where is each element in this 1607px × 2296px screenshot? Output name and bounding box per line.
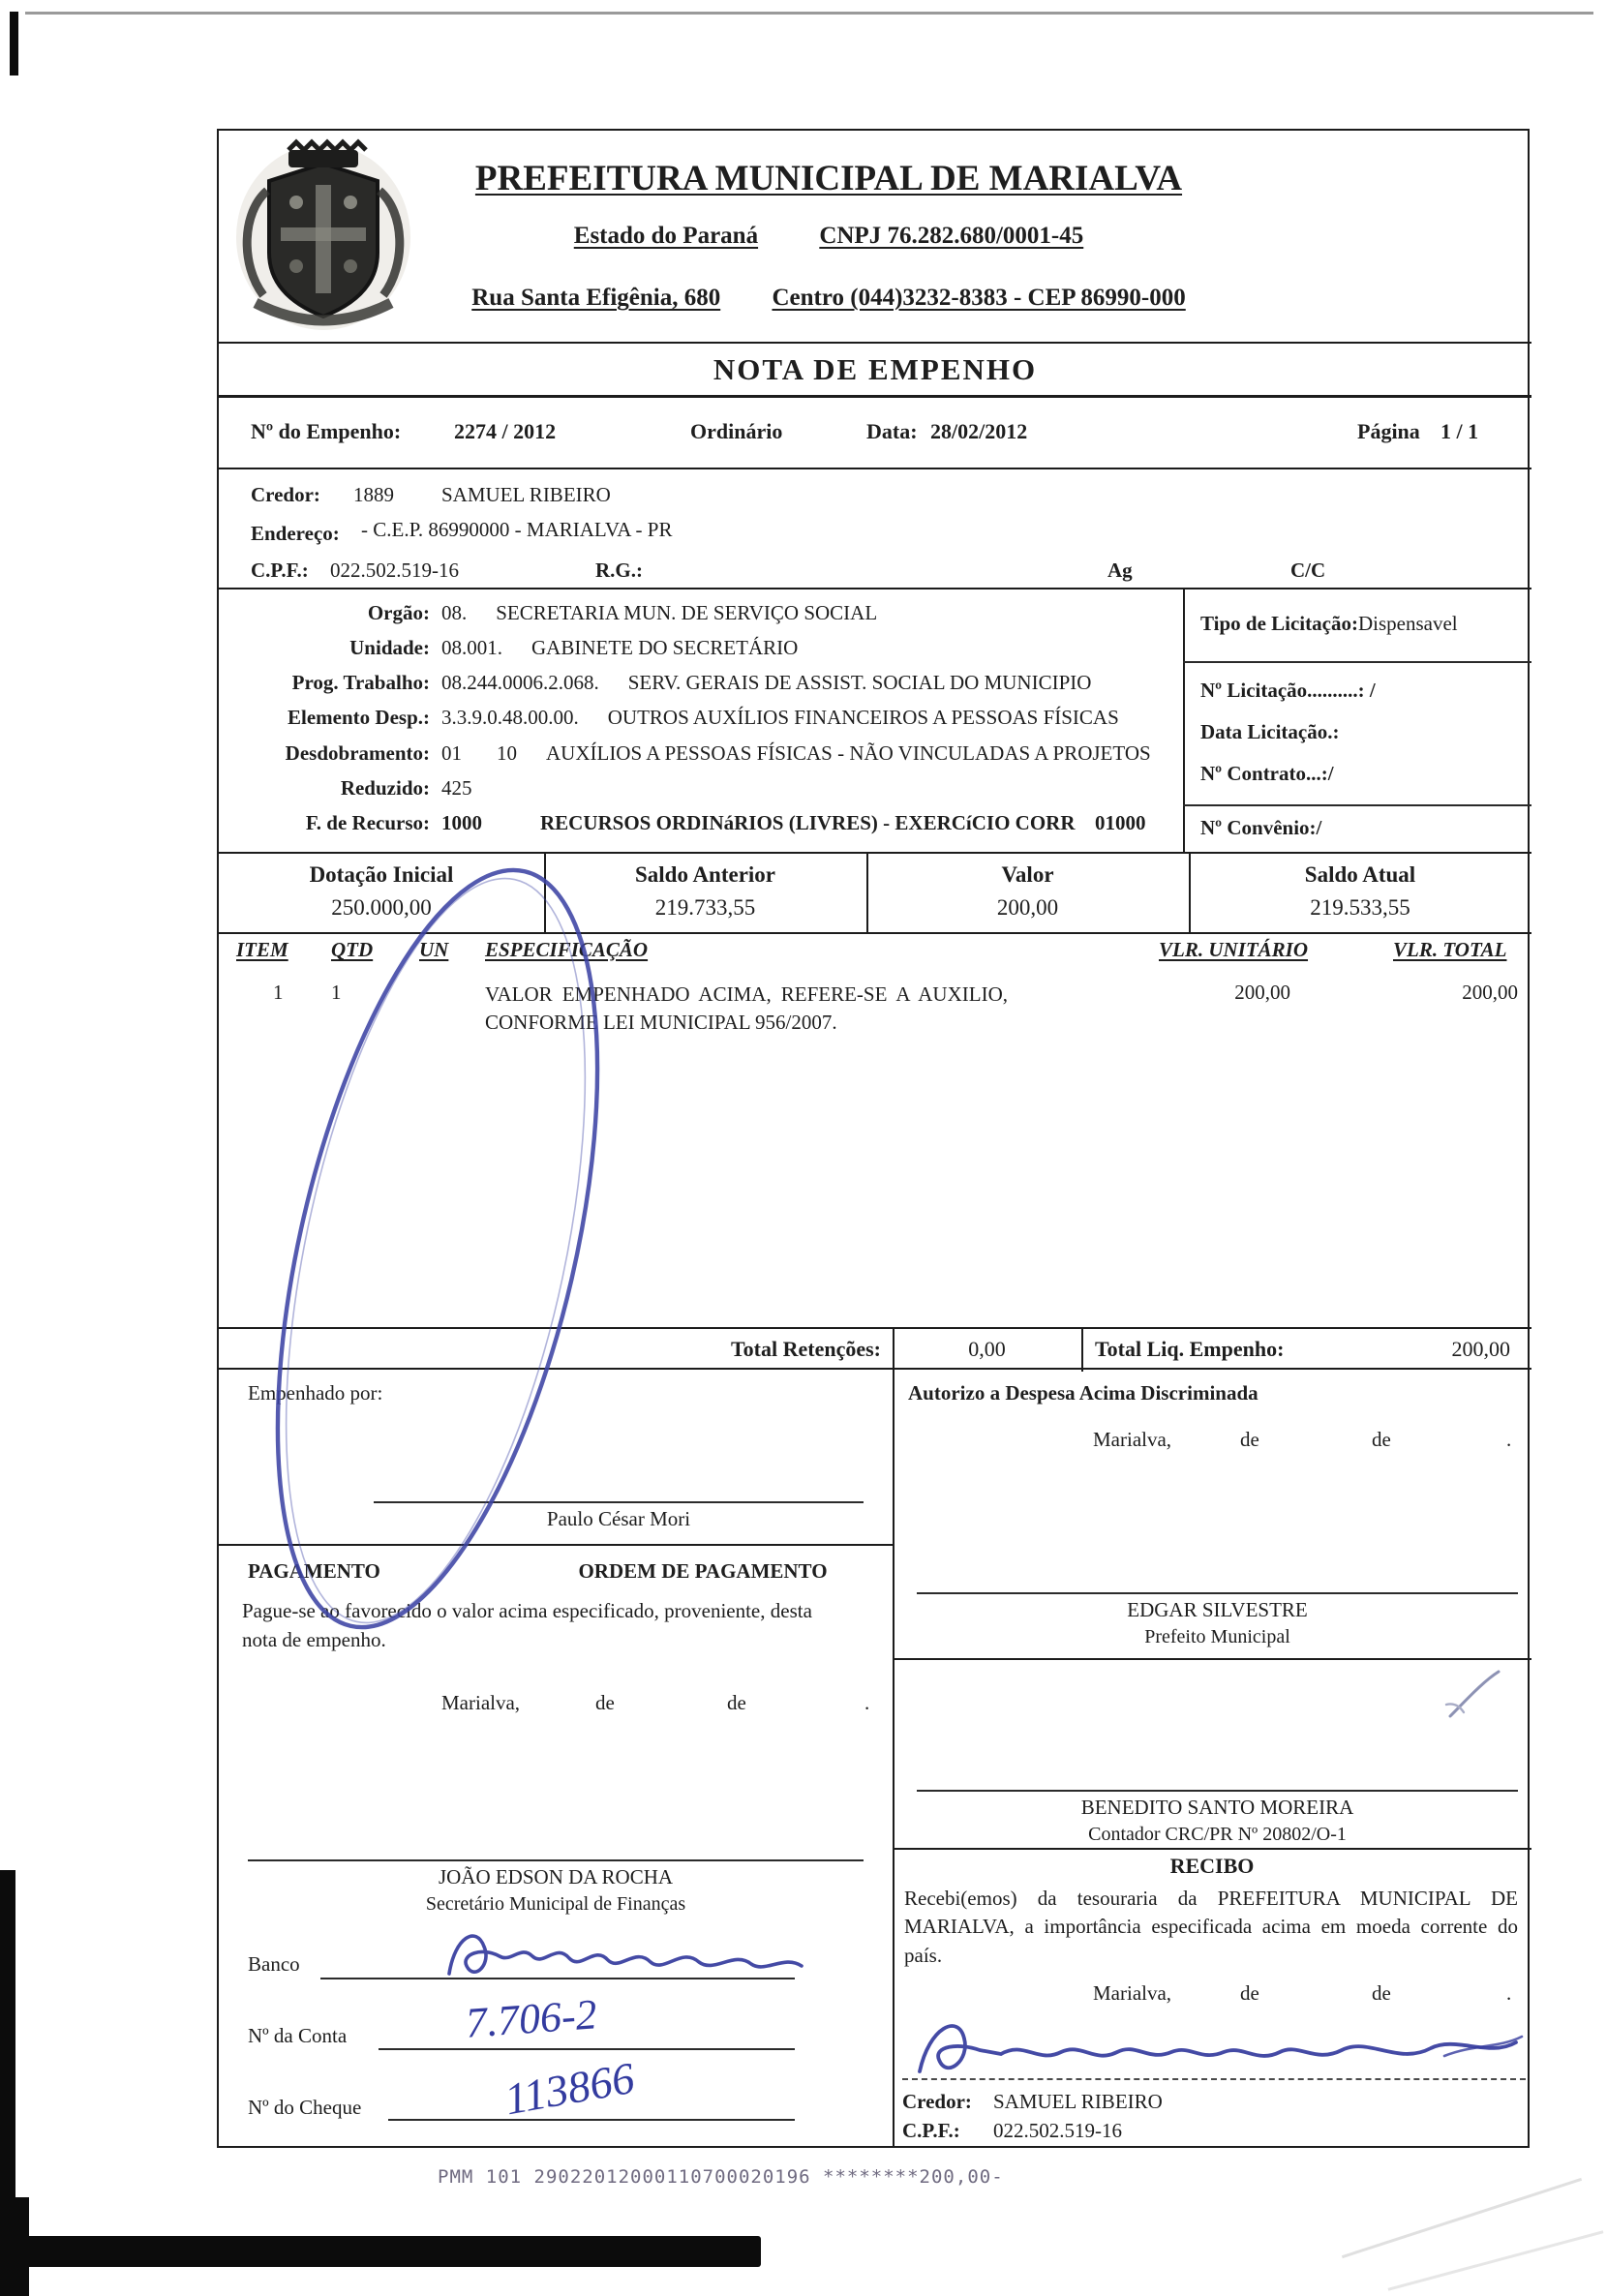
prefeito-title: Prefeito Municipal <box>1144 1626 1290 1647</box>
endereco-label: Endereço: <box>251 522 340 545</box>
recibo-cpf-value: 022.502.519-16 <box>993 2119 1122 2142</box>
budget-label: Orgão: <box>367 601 430 624</box>
doc-title: NOTA DE EMPENHO <box>713 352 1038 386</box>
budget-code: 3.3.9.0.48.00.00. <box>441 706 579 729</box>
budget-label: Reduzido: <box>340 776 430 800</box>
prefeito-signature-line <box>917 1592 1518 1594</box>
item-espec: VALOR EMPENHADO ACIMA, REFERE-SE A AUXILIO, CONFORME LEI MUNICIPAL 956/2007. <box>485 982 1008 1035</box>
autorizo-title: Autorizo a Despesa Acima Discriminada <box>908 1381 1258 1405</box>
contador-name: BENEDITO SANTO MOREIRA <box>1080 1796 1354 1819</box>
budget-right-divider <box>1183 589 1185 854</box>
item-number: 1 <box>273 981 284 1004</box>
budget-code2: 10 <box>497 741 517 765</box>
budget-code: 01 <box>441 741 462 765</box>
scan-artifact-bottom-strip <box>15 2236 761 2267</box>
num-licitacao: Nº Licitação..........: / <box>1200 679 1376 702</box>
city-date-right2-city: Marialva, <box>1093 1981 1172 2005</box>
city-date-right1-de2: de <box>1372 1428 1391 1451</box>
budget-label: Prog. Trabalho: <box>291 671 430 694</box>
items-header-qtd: QTD <box>331 938 374 961</box>
org-title-line <box>412 158 1245 200</box>
total-liq-label: Total Liq. Empenho: <box>1095 1337 1285 1361</box>
city-date-left-de1: de <box>595 1691 615 1714</box>
ag-label: Ag <box>1107 559 1133 582</box>
signatures-section <box>219 1370 1531 2148</box>
tipo-licitacao <box>1200 612 1458 636</box>
recibo-title: RECIBO <box>1169 1854 1255 1878</box>
org-address: Rua Santa Efigênia, 680 <box>471 285 721 311</box>
item-qtd: 1 <box>331 981 342 1004</box>
dot-matrix-print-line: PMM 101 29022012000110700020196 ********200,00- <box>438 2166 1004 2188</box>
contador-signature-line <box>917 1790 1518 1792</box>
budget-code: 08. <box>441 601 468 624</box>
cpf-value: 022.502.519-16 <box>330 559 459 582</box>
banco-label: Banco <box>248 1952 300 1976</box>
budget-desc: GABINETE DO SECRETÁRIO <box>531 636 799 659</box>
budget-desc: RECURSOS ORDINáRIOS (LIVRES) - EXERCíCIO CORR <box>540 811 1076 834</box>
recibo-text: Recebi(emos) da tesouraria da PREFEITURA MUNICIPAL DE MARIALVA, a importância especificada acima em moeda corrente do país. <box>904 1887 1518 1967</box>
items-body <box>219 971 1531 1327</box>
budget-code: 1000 <box>441 811 482 834</box>
empenho-row <box>219 398 1531 469</box>
budget-recurso-extra: 01000 <box>1095 811 1146 834</box>
city-date-right1-city: Marialva, <box>1093 1428 1172 1451</box>
bank-name-handwriting <box>441 1918 809 1989</box>
org-title: PREFEITURA MUNICIPAL DE MARIALVA <box>474 159 1183 198</box>
center-divider <box>893 1370 894 2148</box>
cpf-label: C.P.F.: <box>251 559 309 582</box>
finance-signature-line <box>248 1859 864 1861</box>
form-header <box>219 131 1531 342</box>
budget-row-prog-trabalho <box>219 671 1177 695</box>
budget-row-reduzido <box>219 776 1177 801</box>
scan-artifact-streak-2 <box>1388 2230 1604 2290</box>
total-retencoes-label: Total Retenções: <box>731 1337 881 1361</box>
empenho-date-label: Data: <box>866 419 918 443</box>
city-date-right2-de1: de <box>1240 1981 1259 2005</box>
org-address2: Centro (044)3232-8383 - CEP 86990-000 <box>772 285 1186 311</box>
pen-mark <box>1440 1666 1508 1728</box>
cheque-handwriting: 113866 <box>500 2052 638 2125</box>
budget-code: 425 <box>441 776 472 800</box>
amounts-row <box>219 854 1531 934</box>
doc-title-band <box>219 342 1531 398</box>
empenho-number: 2274 / 2012 <box>454 419 557 443</box>
licitacao-divider-2 <box>1183 804 1531 806</box>
tipo-licitacao-value: Dispensavel <box>1357 612 1458 635</box>
conta-handwriting: 7.706-2 <box>464 1990 599 2047</box>
coat-of-arms-logo <box>230 138 416 334</box>
saldo-anterior-value: 219.733,55 <box>654 895 756 920</box>
city-date-left-dot: . <box>864 1691 870 1714</box>
saldo-atual-value: 219.533,55 <box>1310 895 1410 920</box>
conta-label: Nº da Conta <box>248 2024 348 2047</box>
right-rule-2 <box>893 1848 1531 1850</box>
items-header-un: UN <box>419 938 449 961</box>
items-header-item: ITEM <box>236 938 288 961</box>
recibo-credor-label: Credor: <box>902 2090 972 2113</box>
items-header-espec: ESPECIFICAÇÃO <box>485 938 649 961</box>
city-date-left-de2: de <box>727 1691 746 1714</box>
city-date-right2-de2: de <box>1372 1981 1391 2005</box>
right-rule-1 <box>893 1658 1531 1660</box>
rg-label: R.G.: <box>595 559 643 582</box>
city-date-right2-dot: . <box>1506 1981 1512 2005</box>
empenho-kind: Ordinário <box>690 419 783 443</box>
cheque-line <box>388 2119 795 2121</box>
contador-title: Contador CRC/PR Nº 20802/O-1 <box>1088 1824 1347 1845</box>
budget-row-recurso <box>219 811 1177 835</box>
city-date-left-city: Marialva, <box>441 1691 521 1714</box>
items-header-unit: VLR. UNITÁRIO <box>1159 938 1309 961</box>
dotacao-inicial-value: 250.000,00 <box>331 895 432 920</box>
cc-label: C/C <box>1290 559 1326 582</box>
credor-label: Credor: <box>251 483 320 506</box>
data-licitacao: Data Licitação.: <box>1200 720 1340 743</box>
item-total-value: 200,00 <box>1462 981 1518 1004</box>
org-state: Estado do Paraná <box>573 223 759 249</box>
item-unit-value: 200,00 <box>1234 981 1290 1004</box>
dotacao-inicial-header: Dotação Inicial <box>309 862 454 887</box>
empenho-number-label: Nº do Empenho: <box>251 419 402 443</box>
budget-desc: OUTROS AUXÍLIOS FINANCEIROS A PESSOAS FÍSICAS <box>607 706 1119 729</box>
saldo-anterior-header: Saldo Anterior <box>634 862 776 887</box>
empenhado-signature-line <box>374 1501 864 1503</box>
empenho-date: 28/02/2012 <box>930 419 1028 443</box>
ordem-pagamento-title: ORDEM DE PAGAMENTO <box>578 1559 828 1583</box>
prefeito-name: EDGAR SILVESTRE <box>1127 1598 1308 1621</box>
finance-name: JOÃO EDSON DA ROCHA <box>438 1865 674 1888</box>
finance-title: Secretário Municipal de Finanças <box>425 1893 686 1915</box>
budget-label: Elemento Desp.: <box>288 706 430 729</box>
scan-artifact-top-line <box>25 12 1593 15</box>
budget-code: 08.001. <box>441 636 502 659</box>
city-date-right1-dot: . <box>1506 1428 1512 1451</box>
items-header-row <box>219 934 1531 971</box>
num-contrato: Nº Contrato...:/ <box>1200 762 1334 785</box>
budget-label: Desdobramento: <box>285 741 430 765</box>
valor-header: Valor <box>1001 862 1054 887</box>
total-liq-value: 200,00 <box>1451 1337 1510 1361</box>
total-retencoes-value: 0,00 <box>968 1337 1006 1361</box>
saldo-atual-header: Saldo Atual <box>1304 862 1416 887</box>
scan-artifact-top-left-bar <box>10 12 18 76</box>
budget-block <box>219 589 1531 854</box>
totals-divider-2 <box>1081 1329 1083 1372</box>
pagamento-title: PAGAMENTO <box>248 1559 380 1583</box>
budget-desc: SERV. GERAIS DE ASSIST. SOCIAL DO MUNICIPIO <box>627 671 1092 694</box>
recibo-credor-name: SAMUEL RIBEIRO <box>993 2090 1163 2113</box>
budget-desc: SECRETARIA MUN. DE SERVIÇO SOCIAL <box>496 601 878 624</box>
org-subtitle-line <box>412 222 1245 251</box>
num-convenio: Nº Convênio:/ <box>1200 816 1322 839</box>
credor-signature-line <box>902 2078 1526 2080</box>
budget-label: Unidade: <box>349 636 430 659</box>
empenhado-name: Paulo César Mori <box>546 1507 691 1530</box>
credor-code: 1889 <box>353 483 394 506</box>
page-number: 1 / 1 <box>1440 419 1479 443</box>
empenhado-por-label: Empenhado por: <box>248 1381 383 1405</box>
conta-line <box>379 2048 795 2050</box>
pague-se-text: Pague-se ao favorecido o valor acima especificado, proveniente, desta nota de empenho. <box>242 1599 812 1652</box>
recibo-cpf-label: C.P.F.: <box>902 2119 960 2142</box>
creditor-block <box>219 469 1531 589</box>
endereco-value: - C.E.P. 86990000 - MARIALVA - PR <box>361 518 673 541</box>
org-address-line <box>412 284 1245 313</box>
budget-row-desdobramento <box>219 741 1177 766</box>
tipo-licitacao-label: Tipo de Licitação: <box>1200 612 1358 635</box>
credor-signature-handwriting <box>906 2004 1531 2100</box>
credor-name: SAMUEL RIBEIRO <box>441 483 611 506</box>
budget-label: F. de Recurso: <box>305 811 430 834</box>
budget-row-unidade <box>219 636 1177 660</box>
page-label: Página <box>1357 419 1420 443</box>
org-cnpj: CNPJ 76.282.680/0001-45 <box>819 223 1084 249</box>
budget-desc: AUXÍLIOS A PESSOAS FÍSICAS - NÃO VINCULADAS A PROJETOS <box>546 741 1151 765</box>
valor-value: 200,00 <box>996 895 1059 920</box>
cheque-label: Nº do Cheque <box>248 2096 362 2119</box>
budget-row-orgao <box>219 601 1177 625</box>
licitacao-divider-1 <box>1183 661 1531 663</box>
city-date-right1-de1: de <box>1240 1428 1259 1451</box>
nota-de-empenho-form <box>217 129 1530 2148</box>
budget-code: 08.244.0006.2.068. <box>441 671 599 694</box>
pagamento-top-rule <box>219 1544 893 1546</box>
budget-row-elemento <box>219 706 1177 730</box>
totals-row <box>219 1327 1531 1370</box>
items-header-total: VLR. TOTAL <box>1393 938 1507 961</box>
